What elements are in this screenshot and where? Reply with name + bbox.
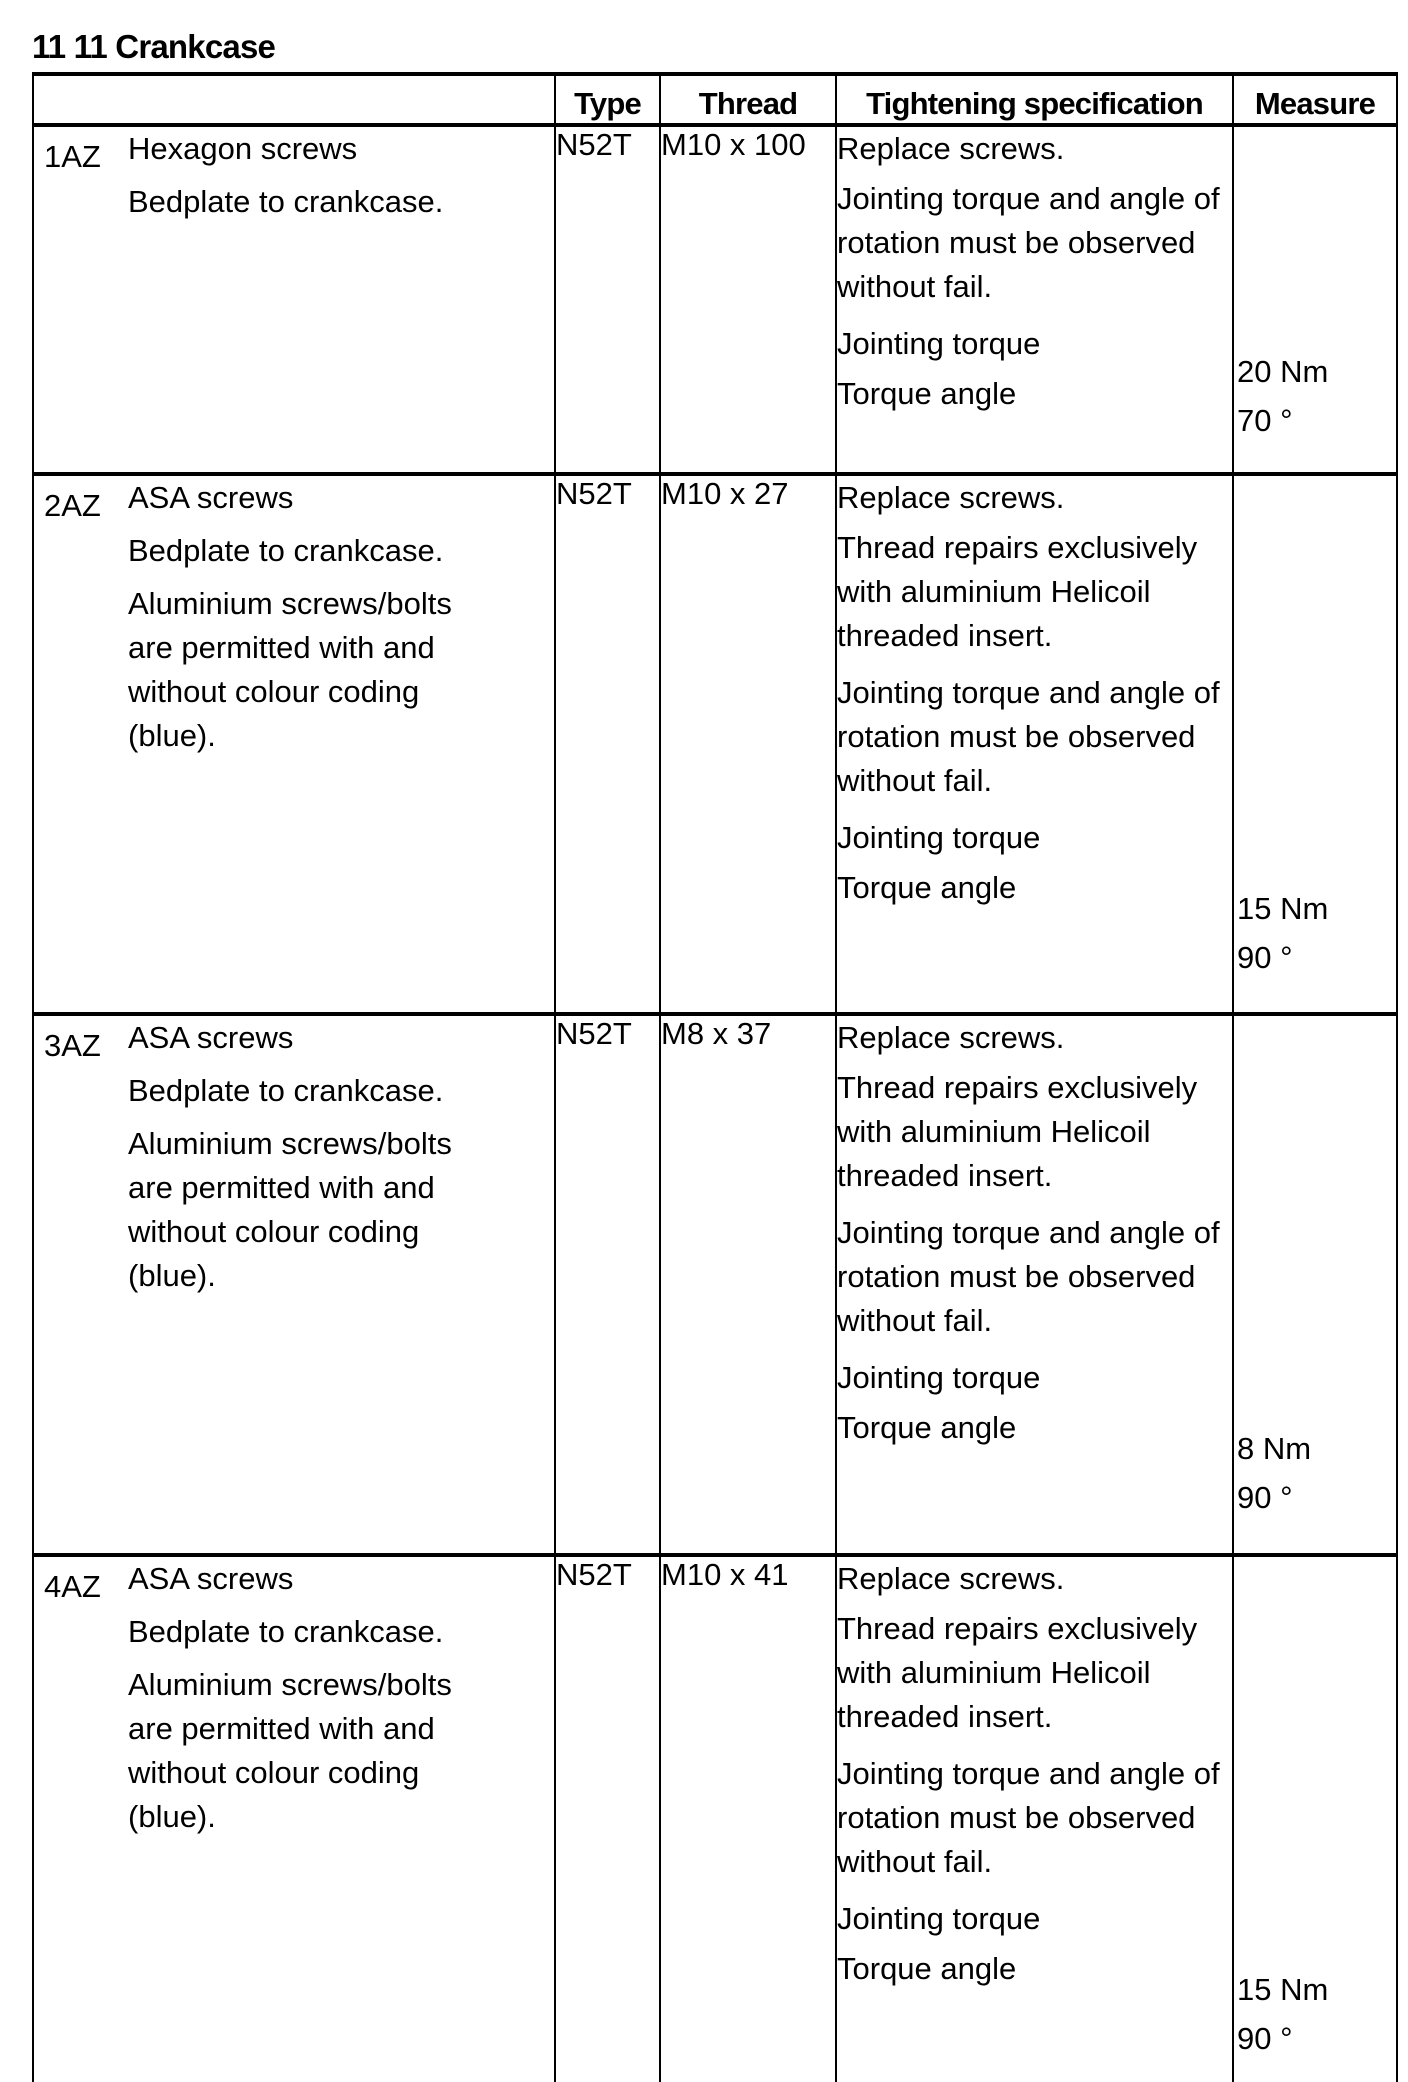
thread-cell: M8 x 37 xyxy=(660,1014,836,1555)
item-code: 3AZ xyxy=(44,1028,101,1064)
spec-repair: Thread repairs exclusively with aluminium Helicoil threaded insert. xyxy=(837,1070,1198,1194)
part-note: Aluminium screws/bolts are permitted with and without colour coding (blue). xyxy=(128,1666,452,1834)
thread-cell: M10 x 27 xyxy=(660,474,836,1015)
col-header-spec: Tightening specification xyxy=(836,74,1233,125)
part-location: Bedplate to crankcase. xyxy=(128,184,444,219)
angle-value: 90 ° xyxy=(1237,2020,1293,2056)
spec-cell xyxy=(836,125,1233,474)
part-location: Bedplate to crankcase. xyxy=(128,532,444,568)
angle-value: 90 ° xyxy=(1237,939,1293,975)
part-note: Aluminium screws/bolts are permitted with and without colour coding (blue). xyxy=(128,1126,452,1294)
thread-cell: M10 x 41 xyxy=(660,1555,836,2082)
col-header-description xyxy=(33,74,555,125)
spec-torque-label: Jointing torque xyxy=(837,1900,1041,1936)
type-cell: N52T xyxy=(555,125,660,474)
spec-replace: Replace screws. xyxy=(837,131,1065,166)
spec-angle-label: Torque angle xyxy=(837,1410,1017,1446)
angle-value: 70 ° xyxy=(1237,403,1293,438)
torque-spec-table xyxy=(32,72,1398,2082)
spec-torque-label: Jointing torque xyxy=(837,1360,1041,1396)
description-cell xyxy=(33,474,555,1015)
description-cell xyxy=(33,1014,555,1555)
torque-value: 15 Nm xyxy=(1237,890,1329,926)
part-name: Hexagon screws xyxy=(128,131,358,166)
torque-value: 15 Nm xyxy=(1237,1971,1329,2007)
item-code: 1AZ xyxy=(44,139,101,174)
torque-value: 8 Nm xyxy=(1237,1431,1312,1467)
type-cell: N52T xyxy=(555,1555,660,2082)
part-location: Bedplate to crankcase. xyxy=(128,1073,444,1109)
spec-cell xyxy=(836,1014,1233,1555)
spec-repair: Thread repairs exclusively with aluminium Helicoil threaded insert. xyxy=(837,529,1198,653)
measure-cell xyxy=(1233,125,1397,474)
spec-angle-label: Torque angle xyxy=(837,376,1017,411)
table-row xyxy=(33,474,1397,1015)
part-name: ASA screws xyxy=(128,1560,294,1596)
item-code: 4AZ xyxy=(44,1568,101,1604)
col-header-measure: Measure xyxy=(1233,74,1397,125)
item-code: 2AZ xyxy=(44,487,101,523)
col-header-type: Type xyxy=(555,74,660,125)
spec-replace: Replace screws. xyxy=(837,479,1065,515)
spec-torque-label: Jointing torque xyxy=(837,819,1041,855)
measure-cell xyxy=(1233,474,1397,1015)
measure-cell xyxy=(1233,1014,1397,1555)
type-cell: N52T xyxy=(555,1014,660,1555)
spec-observe: Jointing torque and angle of rotation must be observed without fail. xyxy=(837,1215,1220,1339)
measure-cell xyxy=(1233,1555,1397,2082)
spec-cell xyxy=(836,1555,1233,2082)
spec-cell xyxy=(836,474,1233,1015)
spec-replace: Replace screws. xyxy=(837,1560,1065,1596)
angle-value: 90 ° xyxy=(1237,1480,1293,1516)
torque-value: 20 Nm xyxy=(1237,354,1329,389)
thread-cell: M10 x 100 xyxy=(660,125,836,474)
spec-angle-label: Torque angle xyxy=(837,1950,1017,1986)
spec-observe: Jointing torque and angle of rotation must be observed without fail. xyxy=(837,1755,1220,1879)
description-cell xyxy=(33,125,555,474)
spec-torque-label: Jointing torque xyxy=(837,326,1041,361)
part-name: ASA screws xyxy=(128,1020,294,1056)
spec-observe: Jointing torque and angle of rotation must be observed without fail. xyxy=(837,181,1220,304)
spec-angle-label: Torque angle xyxy=(837,869,1017,905)
page-title: 11 11 Crankcase xyxy=(32,28,276,65)
spec-repair: Thread repairs exclusively with aluminium Helicoil threaded insert. xyxy=(837,1610,1198,1734)
col-header-thread: Thread xyxy=(660,74,836,125)
table-row xyxy=(33,1014,1397,1555)
spec-observe: Jointing torque and angle of rotation must be observed without fail. xyxy=(837,674,1220,798)
part-location: Bedplate to crankcase. xyxy=(128,1613,444,1649)
description-cell xyxy=(33,1555,555,2082)
table-row xyxy=(33,1555,1397,2082)
table-header-row xyxy=(33,74,1397,125)
spec-replace: Replace screws. xyxy=(837,1020,1065,1056)
part-name: ASA screws xyxy=(128,479,294,515)
part-note: Aluminium screws/bolts are permitted with and without colour coding (blue). xyxy=(128,585,452,753)
type-cell: N52T xyxy=(555,474,660,1015)
table-row xyxy=(33,125,1397,474)
